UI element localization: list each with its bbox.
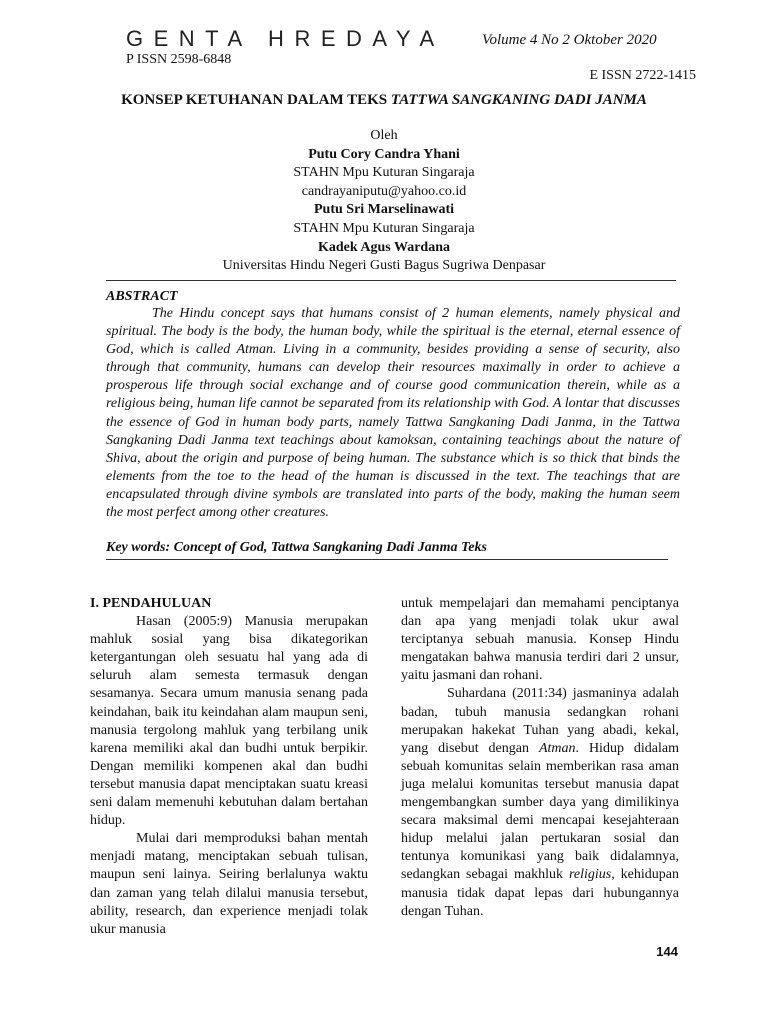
author-affiliation: Universitas Hindu Negeri Gusti Bagus Sugriwa Denpasar [222,258,546,274]
paragraph: untuk mempelajari dan memahami penciptanya dan apa yang menjadi tolak ukur awal terciptanya sebuah manusia. Konsep Hindu mengatakan bahwa manusia terdiri dari 2 unsur, yaitu jasmani dan rohani. [401,596,679,684]
author-name: Putu Cory Candra Yhani [308,146,460,162]
title-italic: TATTWA SANGKANING DADI JANMA [390,92,647,108]
paragraph-text: Suhardana (2011:34) jasmaninya adalah badan, tubuh manusia sedangkan rohani merupakan hakekat Tuhan yang abadi, kekal, yang disebut dengan [401,686,679,756]
title-main: KONSEP KETUHANAN DALAM TEKS [121,92,388,108]
section-heading: I. PENDAHULUAN [90,596,212,611]
author-affiliation: STAHN Mpu Kuturan Singaraja [293,220,475,236]
paragraph-text: , kehidupan manusia tidak dapat lepas dari hubungannya dengan Tuhan. [401,867,679,919]
page-number: 144 [656,944,678,959]
author-affiliation: STAHN Mpu Kuturan Singaraja [293,165,475,181]
paragraph: Hasan (2005:9) Manusia merupakan mahluk sosial yang bisa dikategorikan ketergantungan oleh sesuatu hal yang ada di seluruh alam semesta termasuk dengan sesamanya. Secara umum manusia senang pada keindahan, baik itu keindahan alam maupun seni, manusia tergolong mahluk yang terbilang unik karena memiliki akal dan budhi untuk berpikir. Dengan memiliki kompenen akal dan budhi tersebut manusia dapat menciptakan suatu kreasi seni dalam memenuhi kebutuhan dalam bertahan hidup. [90,614,368,829]
paragraph [401,685,679,920]
abstract-body: The Hindu concept says that humans consist of 2 human elements, namely physical and spiritual. The body is the body, the human body, while the spiritual is the eternal, eternal essence of God, which is called Atman. Living in a community, besides providing a sense of security, also through that community, humans can develop their resources maximally in order to achieve a prosperous life through social exchange and of course good communication therein, while as a religious being, human life cannot be separated from its relationship with God. A lontar that discusses the essence of God in human body parts, namely Tattwa Sangkaning Dadi Janma, in the Tattwa Sangkaning Dadi Janma text teachings about kamoksan, containing teachings about the nature of Shiva, about the origin and purpose of being human. The substance which is so thick that binds the elements from the toe to the head of the human is discussed in the text. The teachings that are encapsulated through divine symbols are translated into parts of the body, making the human seem the most perfect among other creatures. [106,306,680,521]
volume-info: Volume 4 No 2 Oktober 2020 [482,32,657,48]
electronic-issn: E ISSN 2722-1415 [589,68,696,83]
term-religius: religius [568,867,612,883]
paragraph: Mulai dari memproduksi bahan mentah menjadi matang, menciptakan sebuah tulisan, maupun seni lainya. Seiring berlalunya waktu dan zaman yang telah dilalui manusia tersebut, ability, research, dan experience menjadi tolak ukur manusia [90,831,368,937]
print-issn: P ISSN 2598-6848 [126,52,232,67]
abstract-heading: ABSTRACT [106,289,178,304]
paper-title [0,92,768,109]
journal-name: GENTA HREDAYA [126,26,445,51]
author-email: candrayaniputu@yahoo.co.id [301,183,467,199]
divider-bottom [106,559,668,560]
paragraph-text: . Hidup didalam sebuah komunitas selain memberikan rasa aman juga melalui komunitas tersebut manusia dapat mengembangkan sumber daya yang dimilikinya secara maksimal demi mencapai kesejahteraan hidup melalui jalan pertukaran sosial dan tentunya komunikasi yang baik didalamnya, sedangkan sebagai makhluk [401,740,679,883]
keywords: Key words: Concept of God, Tattwa Sangkaning Dadi Janma Teks [106,540,487,555]
author-block [0,127,768,276]
author-name: Kadek Agus Wardana [317,239,450,255]
divider-top [106,280,676,281]
author-name: Putu Sri Marselinawati [314,202,454,218]
term-atman: Atman [538,740,576,756]
right-column [401,595,679,921]
by-label: Oleh [370,128,398,143]
left-column [90,595,368,939]
